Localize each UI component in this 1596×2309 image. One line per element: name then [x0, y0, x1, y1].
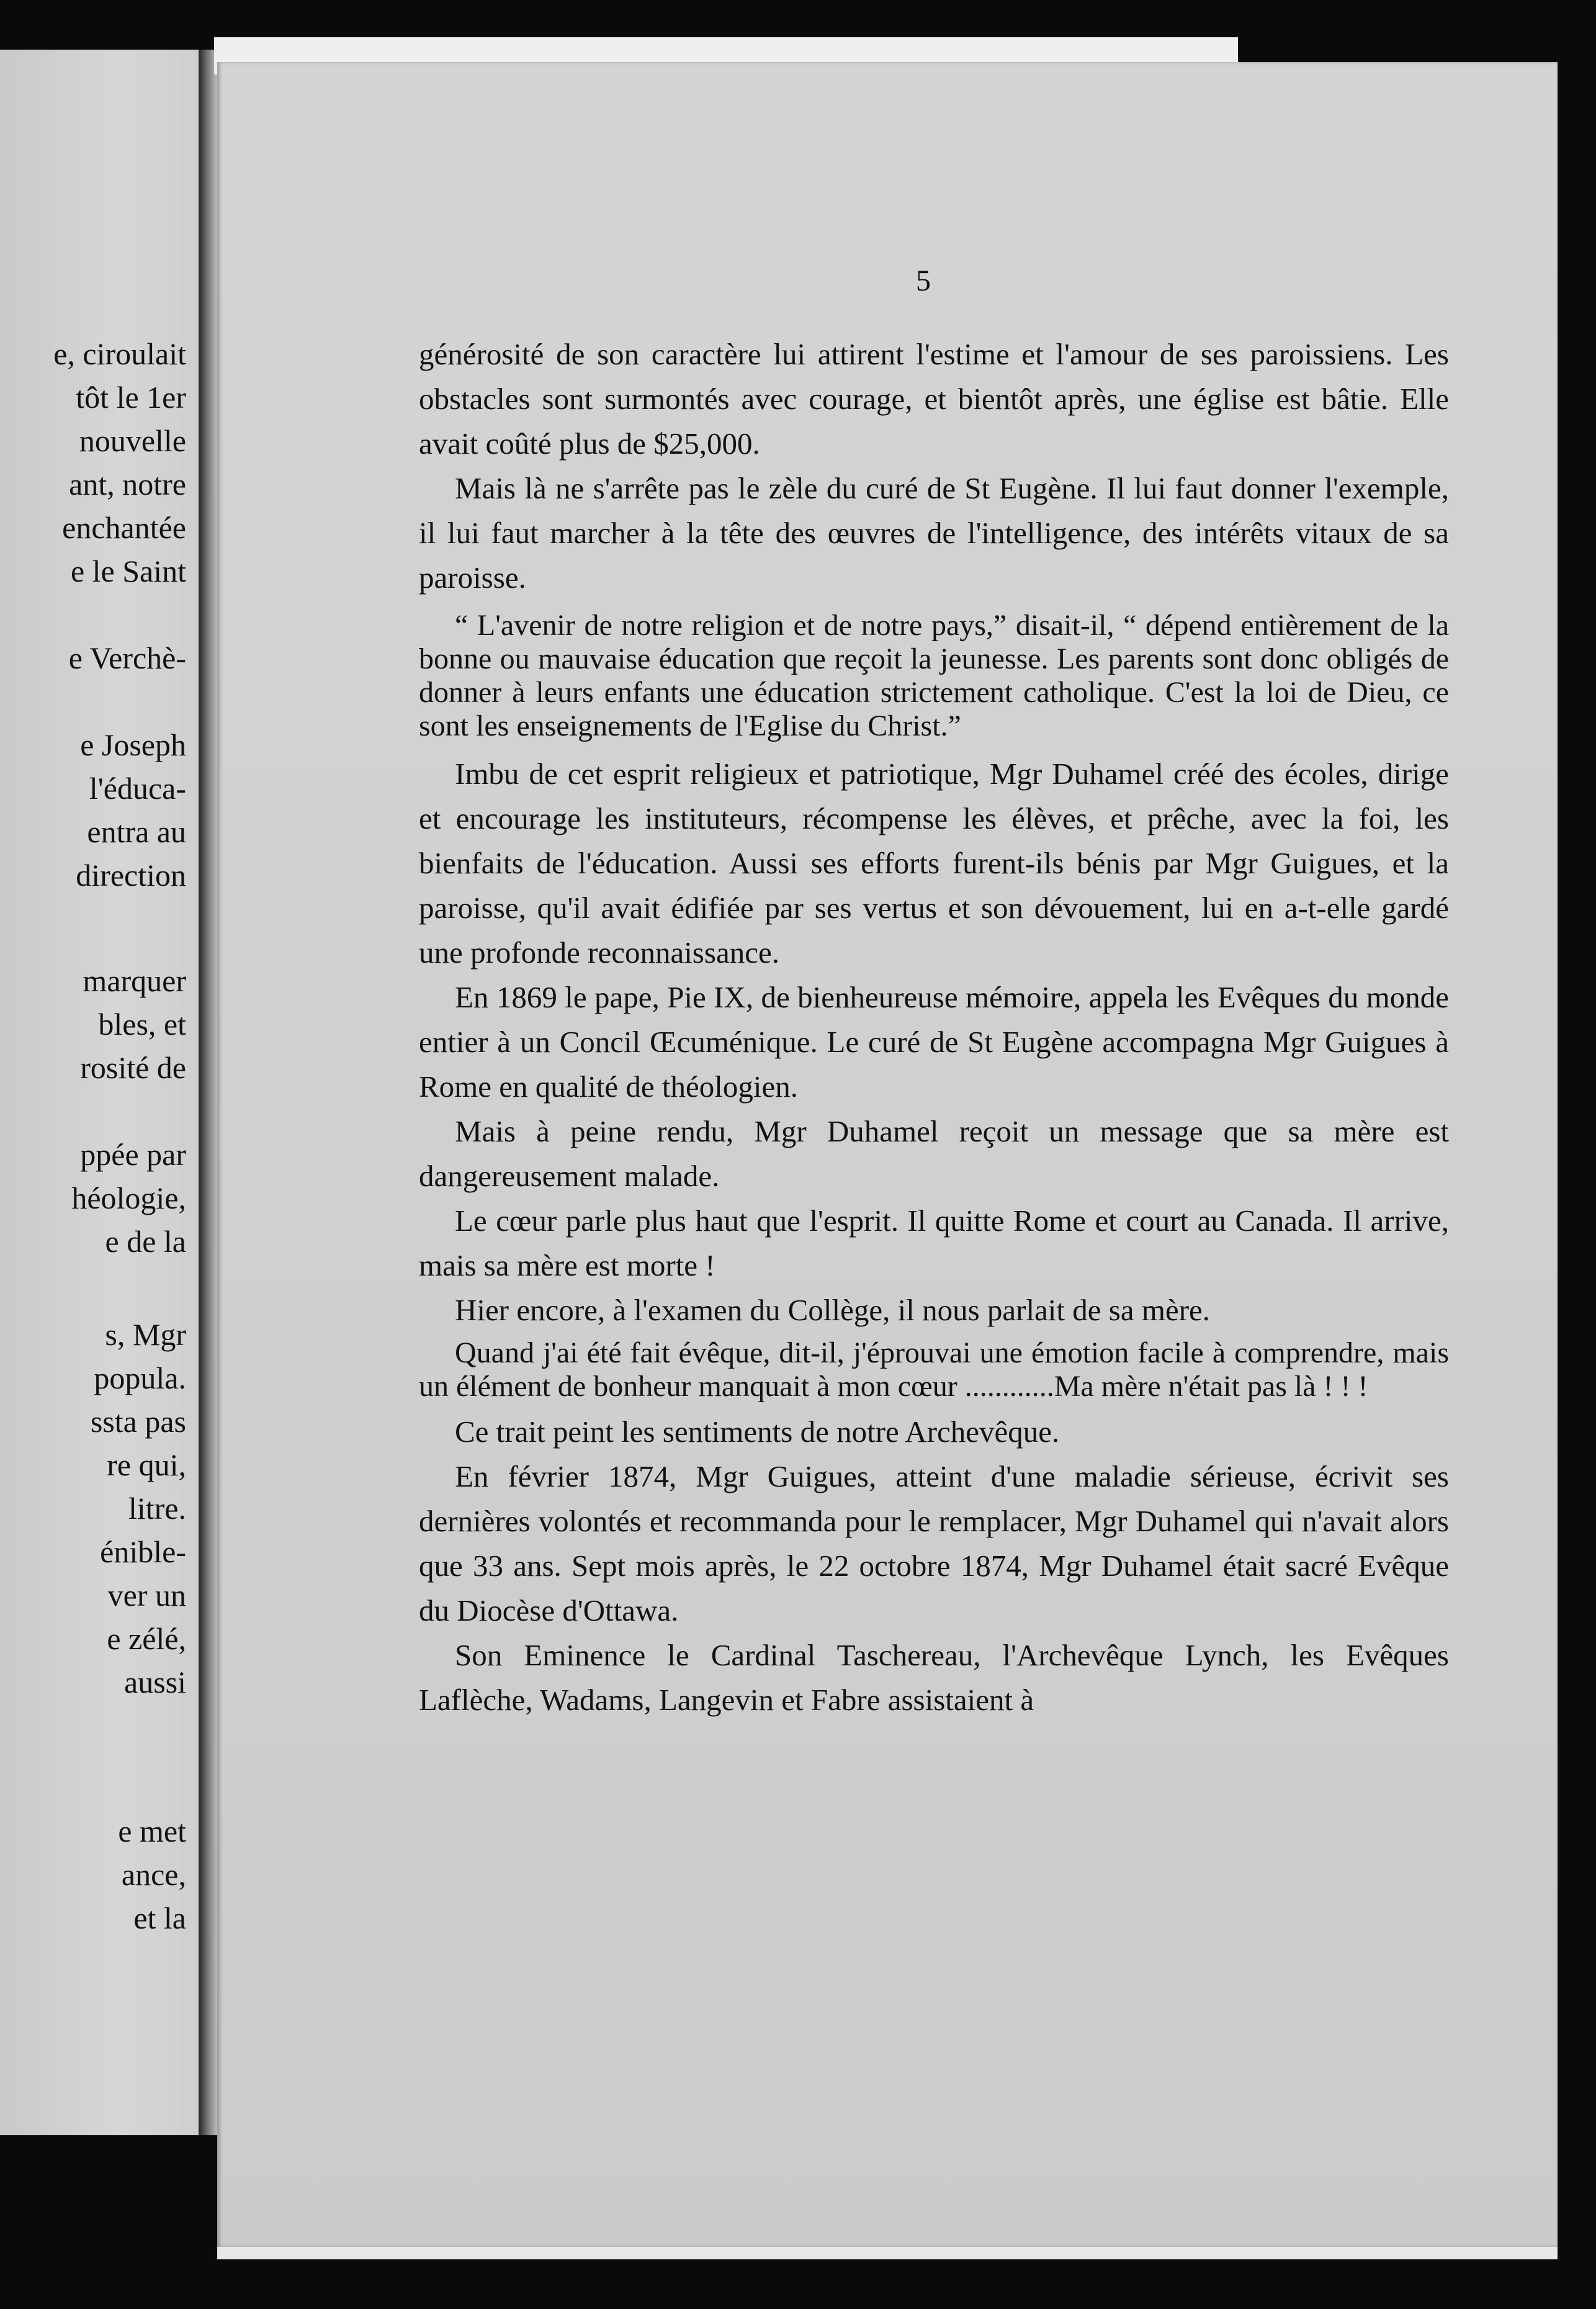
left-text-line: e, ciroulait — [53, 336, 186, 371]
page-bottom-edge — [217, 2247, 1558, 2259]
page-body — [419, 332, 1449, 1722]
paragraph: Mais là ne s'arrête pas le zèle du curé de St Eugène. Il lui faut donner l'exemple, il lui faut marcher à la tête des œuvres de l'intelligence, des intérêts vitaux de sa paroisse. — [419, 471, 1449, 595]
paragraph: Le cœur parle plus haut que l'esprit. Il quitte Rome et court au Canada. Il arrive, mais sa mère est morte ! — [419, 1204, 1449, 1282]
left-text-line: litre. — [128, 1491, 186, 1526]
left-text-line: e le Saint — [70, 554, 186, 588]
left-text-line: popula. — [94, 1361, 186, 1395]
left-text-line: héologie, — [71, 1181, 186, 1215]
document-page — [217, 62, 1558, 2247]
paragraph: Imbu de cet esprit religieux et patriotique, Mgr Duhamel créé des écoles, dirige et encourage les instituteurs, récompense les élèves, et prêche, avec la foi, les bienfaits de l'éducation. Aussi ses efforts furent-ils bénis par Mgr Guigues, et la paroisse, qu'il avait édifiée par ses vertus et son dévouement, lui en a-t-elle gardé une profonde reconnaissance. — [419, 757, 1449, 970]
paragraph: En février 1874, Mgr Guigues, atteint d'une maladie sérieuse, écrivit ses dernières volontés et recommanda pour le remplacer, Mgr Duhamel qui n'avait alors que 33 ans. Sept mois après, le 22 octobre 1874, Mgr Duhamel était sacré Evêque du Diocèse d'Ottawa. — [419, 1459, 1449, 1627]
left-text-line: marquer — [83, 963, 186, 998]
left-text-line: enchantée — [62, 510, 186, 545]
left-text-line: tôt le 1er — [76, 380, 186, 415]
left-text-line: e de la — [105, 1224, 186, 1259]
left-text-line: e Joseph — [80, 727, 186, 762]
quote-paragraph: Quand j'ai été fait évêque, dit-il, j'éprouvai une émotion facile à comprendre, mais un élément de bonheur manquait à mon cœur ............Ma mère n'était pas là ! ! ! — [419, 1336, 1449, 1403]
page-gutter — [199, 50, 217, 2135]
paragraph: générosité de son caractère lui attirent l'estime et l'amour de ses paroissiens. Les obstacles sont surmontés avec courage, et bientôt après, une église est bâtie. Elle avait coûté plus de $25,000. — [419, 337, 1449, 461]
paragraph: En 1869 le pape, Pie IX, de bienheureuse mémoire, appela les Evêques du monde entier à un Concil Œcuménique. Le curé de St Eugène accompagna Mgr Guigues à Rome en qualité de théologien. — [419, 980, 1449, 1104]
left-text-line: ppée par — [80, 1137, 186, 1172]
left-text-line: e zélé, — [107, 1621, 186, 1656]
left-text-line: entra au — [87, 814, 186, 849]
page-number: 5 — [916, 264, 931, 297]
left-text-line: e met — [118, 1814, 186, 1848]
paragraph: Mais à peine rendu, Mgr Duhamel reçoit un message que sa mère est dangereusement malade. — [419, 1114, 1449, 1193]
left-text-line: re qui, — [107, 1447, 186, 1482]
paragraph: Ce trait peint les sentiments de notre Archevêque. — [455, 1415, 1060, 1449]
left-text-line: bles, et — [98, 1007, 186, 1042]
left-text-line: ssta pas — [90, 1404, 186, 1439]
left-text-line: e Verchè- — [68, 641, 186, 675]
left-text-line: l'éduca- — [89, 771, 186, 806]
paragraph: Hier encore, à l'examen du Collège, il nous parlait de sa mère. — [455, 1293, 1211, 1327]
left-text-line: aussi — [124, 1665, 186, 1699]
previous-page-fragment — [0, 50, 199, 2135]
quote-paragraph: “ L'avenir de notre religion et de notre pays,” disait-il, “ dépend entièrement de la bonne ou mauvaise éducation que reçoit la jeunesse. Les parents sont donc obligés de donner à leurs enfants une éducation strictement catholique. C'est la loi de Dieu, ce sont les enseignements de l'Eglise du Christ.” — [419, 609, 1449, 742]
left-text-line: ant, notre — [69, 467, 186, 502]
left-text-line: nouvelle — [79, 423, 186, 458]
left-text-line: énible- — [100, 1534, 186, 1569]
left-text-line: s, Mgr — [105, 1317, 186, 1352]
left-text-line: direction — [76, 858, 186, 893]
left-text-line: et la — [133, 1901, 186, 1935]
left-text-line: rosité de — [80, 1050, 186, 1085]
left-text-line: ance, — [121, 1857, 186, 1892]
left-text-line: ver un — [107, 1578, 186, 1613]
paragraph: Son Eminence le Cardinal Taschereau, l'Archevêque Lynch, les Evêques Laflèche, Wadams, Langevin et Fabre assistaient à — [419, 1638, 1449, 1717]
